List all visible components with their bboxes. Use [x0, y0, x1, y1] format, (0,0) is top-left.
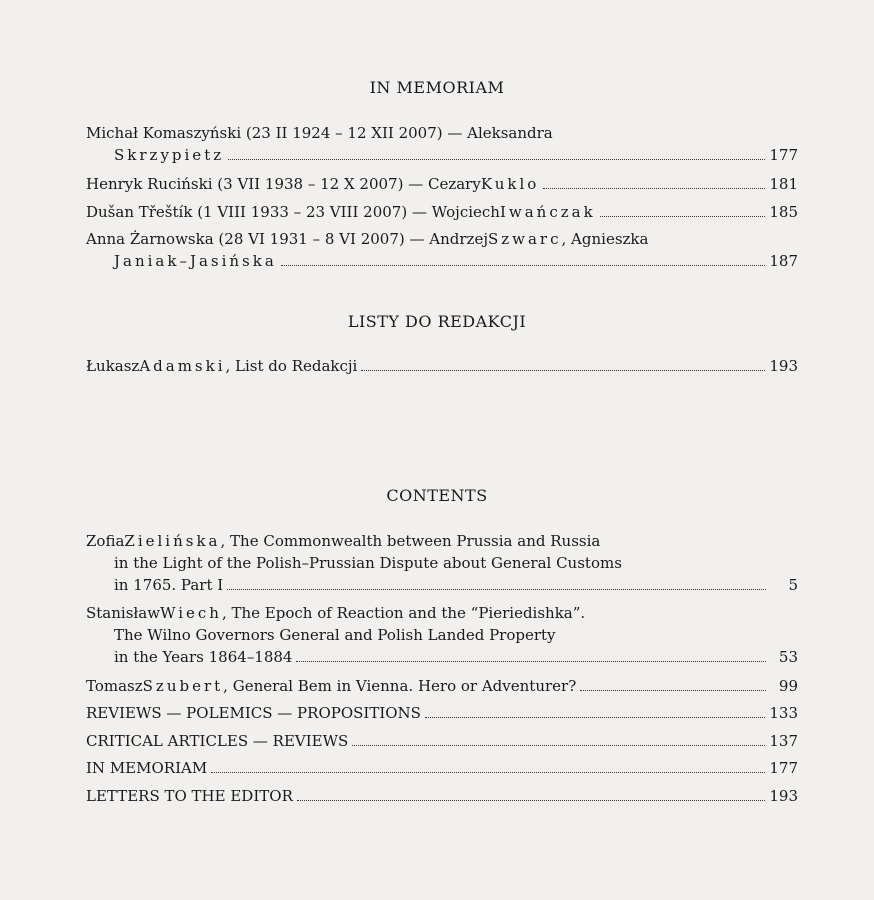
- page-number: 133: [769, 704, 798, 722]
- toc-entry[interactable]: [86, 730, 798, 752]
- page-number: 185: [769, 203, 798, 221]
- entry-text: Tomasz: [86, 677, 143, 695]
- dot-leader: [600, 216, 766, 217]
- author-name: Szubert: [142, 677, 224, 695]
- toc-entry[interactable]: [86, 785, 798, 807]
- entry-text: Henryk Ruciński (3 VII 1938 – 12 X 2007) — Cezary: [86, 175, 481, 193]
- entry-text: in the Years 1864–1884: [114, 648, 293, 666]
- toc-entry[interactable]: [86, 602, 798, 668]
- page-number: 99: [778, 677, 798, 695]
- toc-entry[interactable]: [86, 675, 798, 697]
- entry-text: The Wilno Governors General and Polish Landed Property: [114, 626, 556, 644]
- entry-text: , List do Redakcji: [225, 357, 358, 375]
- author-name: Kuklo: [480, 175, 540, 193]
- page-number: 187: [769, 252, 798, 270]
- dot-leader: [281, 265, 766, 266]
- dot-leader: [228, 159, 765, 160]
- author-name: Szwarc: [487, 230, 562, 248]
- toc-entry[interactable]: [86, 530, 798, 596]
- entry-text: , The Epoch of Reaction and the “Pieriedishka”.: [221, 604, 586, 622]
- page-number: 193: [769, 357, 798, 375]
- section-heading-listy: LISTY DO REDAKCJI: [347, 312, 527, 331]
- author-name: Janiak–Jasińska: [114, 252, 277, 270]
- toc-entry[interactable]: [86, 355, 798, 377]
- page-number: 5: [788, 576, 798, 594]
- entry-text: , General Bem in Vienna. Hero or Adventurer?: [223, 677, 577, 695]
- dot-leader: [361, 370, 765, 371]
- page-number: 177: [769, 759, 798, 777]
- toc-entry[interactable]: [86, 201, 798, 223]
- entry-text: in the Light of the Polish–Prussian Dispute about General Customs: [114, 554, 622, 572]
- entry-text: Zofia: [86, 532, 125, 550]
- toc-entry[interactable]: [86, 122, 798, 166]
- author-name: Zielińska: [124, 532, 221, 550]
- entry-text: , Agnieszka: [561, 230, 649, 248]
- toc-entry[interactable]: [86, 757, 798, 779]
- dot-leader: [227, 589, 766, 590]
- entry-text: LETTERS TO THE EDITOR: [86, 787, 293, 805]
- entry-text: IN MEMORIAM: [86, 759, 208, 777]
- entry-text: Stanisław: [86, 604, 161, 622]
- author-name: Iwańczak: [499, 203, 596, 221]
- toc-entry[interactable]: [86, 173, 798, 195]
- entry-text: Dušan Třeštík (1 VIII 1933 – 23 VIII 2007) — Wojciech: [86, 203, 500, 221]
- entry-text: , The Commonwealth between Prussia and Russia: [220, 532, 601, 550]
- entry-text: Anna Żarnowska (28 VI 1931 – 8 VI 2007) — Andrzej: [86, 230, 488, 248]
- author-name: Wiech: [160, 604, 222, 622]
- section-heading-memoriam: IN MEMORIAM: [369, 78, 505, 97]
- page-number: 137: [769, 732, 798, 750]
- entry-text: REVIEWS — POLEMICS — PROPOSITIONS: [86, 704, 421, 722]
- toc-entry[interactable]: [86, 702, 798, 724]
- dot-leader: [211, 772, 765, 773]
- section-heading-contents: CONTENTS: [386, 486, 488, 505]
- entry-text: Michał Komaszyński (23 II 1924 – 12 XII 2007) — Aleksandra: [86, 124, 553, 142]
- dot-leader: [297, 800, 766, 801]
- page-number: 177: [769, 146, 798, 164]
- page-number: 193: [769, 787, 798, 805]
- page-number: 181: [769, 175, 798, 193]
- toc-entry[interactable]: [86, 228, 798, 272]
- entry-text: CRITICAL ARTICLES — REVIEWS: [86, 732, 349, 750]
- dot-leader: [352, 745, 765, 746]
- page-number: 53: [778, 648, 798, 666]
- dot-leader: [580, 690, 766, 691]
- entry-text: Łukasz: [86, 357, 140, 375]
- author-name: Adamski: [139, 357, 226, 375]
- dot-leader: [543, 188, 765, 189]
- author-name: Skrzypietz: [114, 146, 225, 164]
- entry-text: in 1765. Part I: [114, 576, 224, 594]
- dot-leader: [296, 661, 766, 662]
- dot-leader: [425, 717, 765, 718]
